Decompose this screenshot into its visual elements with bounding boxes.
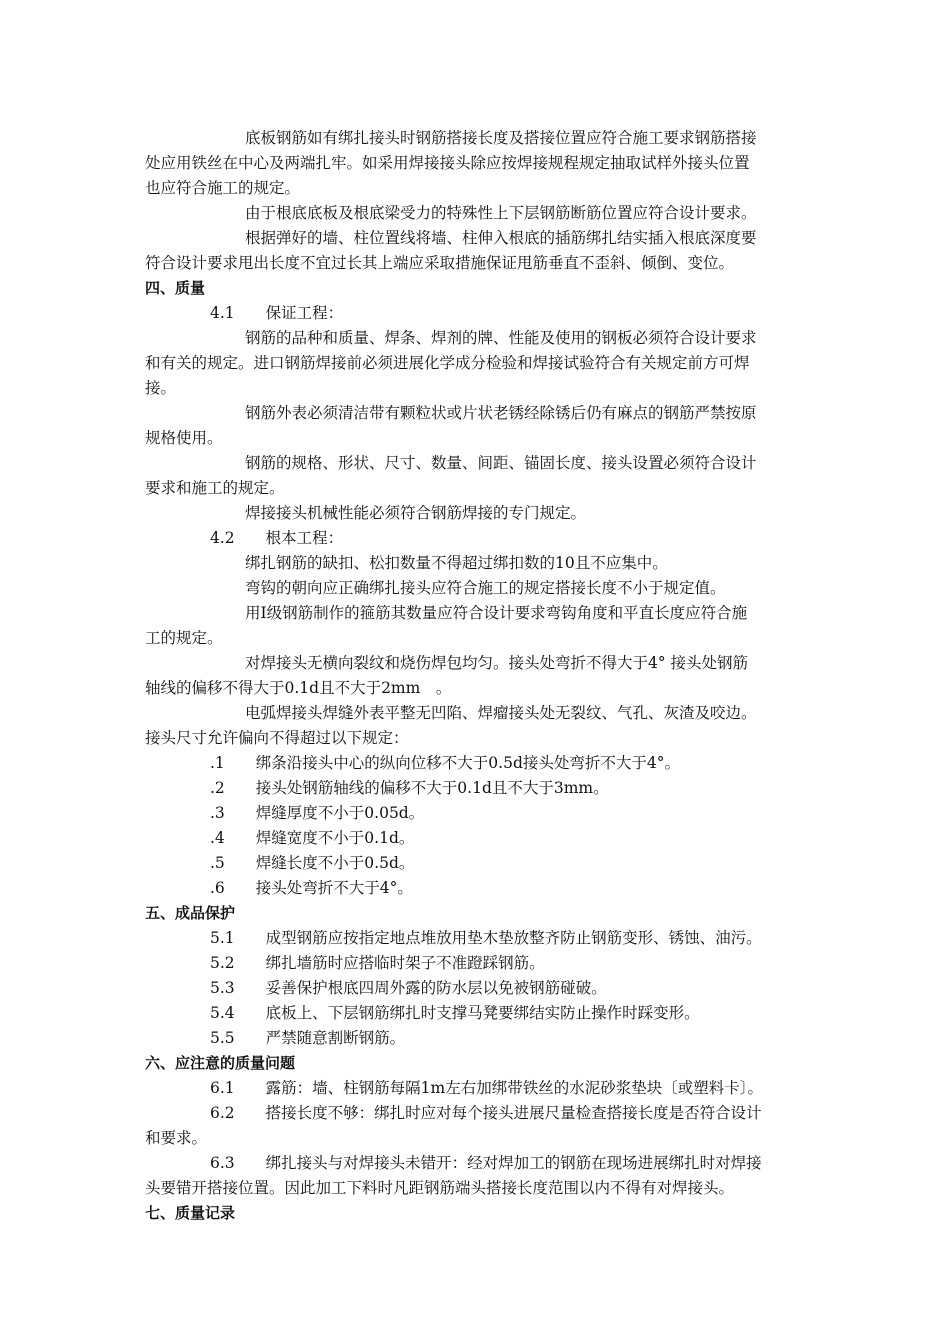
text-line: 对焊接头无横向裂纹和烧伤焊包均匀。接头处弯折不得大于4° 接头处钢筋 xyxy=(245,654,749,672)
section-heading: 五、成品保护 xyxy=(145,904,236,922)
list-item: .1 绑条沿接头中心的纵向位移不大于0.5d接头处弯折不大于4°。 xyxy=(210,754,680,772)
list-item: 5.2 绑扎墙筋时应搭临时架子不准蹬踩钢筋。 xyxy=(210,954,545,972)
list-item: .5 焊缝长度不小于0.5d。 xyxy=(210,854,415,872)
section-heading: 七、质量记录 xyxy=(145,1204,236,1222)
list-item: 6.2 搭接长度不够：绑扎时应对每个接头进展尺量检查搭接长度是否符合设计 xyxy=(210,1104,762,1122)
list-item: 6.1 露筋：墙、柱钢筋每隔1m左右加绑带铁丝的水泥砂浆垫块〔或塑料卡〕。 xyxy=(210,1079,763,1097)
text-line: 钢筋的品种和质量、焊条、焊剂的牌、性能及使用的钢板必须符合设计要求 xyxy=(245,329,757,347)
text-line: 符合设计要求甩出长度不宜过长其上端应采取措施保证甩筋垂直不歪斜、倾倒、变位。 xyxy=(145,254,735,272)
list-item: 5.4 底板上、下层钢筋绑扎时支撑马凳要绑结实防止操作时踩变形。 xyxy=(210,1004,700,1022)
text-line: 工的规定。 xyxy=(145,629,223,647)
text-line: 底板钢筋如有绑扎接头时钢筋搭接长度及搭接位置应符合施工要求钢筋搭接 xyxy=(245,129,757,147)
text-line: 由于根底底板及根底梁受力的特殊性上下层钢筋断筋位置应符合设计要求。 xyxy=(245,204,757,222)
text-line: 处应用铁丝在中心及两端扎牢。如采用焊接接头除应按焊接规程规定抽取试样外接头位置 xyxy=(145,154,750,172)
text-line: 和要求。 xyxy=(145,1129,208,1147)
list-item: .6 接头处弯折不大于4°。 xyxy=(210,879,413,897)
text-line: 接头尺寸允许偏向不得超过以下规定： xyxy=(145,729,409,747)
text-line: 轴线的偏移不得大于0.1d且不大于2mm 。 xyxy=(145,679,452,697)
text-line: 根据弹好的墙、柱位置线将墙、柱伸入根底的插筋绑扎结实插入根底深度要 xyxy=(245,229,757,247)
text-line: 和有关的规定。进口钢筋焊接前必须进展化学成分检验和焊接试验符合有关规定前方可焊 xyxy=(145,354,750,372)
text-line: 用Ⅰ级钢筋制作的箍筋其数量应符合设计要求弯钩角度和平直长度应符合施 xyxy=(245,604,748,622)
section-heading: 四、质量 xyxy=(145,279,206,297)
text-line: 头要错开搭接位置。因此加工下料时凡距钢筋端头搭接长度范围以内不得有对焊接头。 xyxy=(145,1179,735,1197)
list-item: 5.5 严禁随意割断钢筋。 xyxy=(210,1029,406,1047)
text-line: 电弧焊接头焊缝外表平整无凹陷、焊瘤接头处无裂纹、气孔、灰渣及咬边。 xyxy=(245,704,757,722)
text-line: 规格使用。 xyxy=(145,429,223,447)
text-line: 接。 xyxy=(145,379,177,397)
list-item: 5.3 妥善保护根底四周外露的防水层以免被钢筋碰破。 xyxy=(210,979,607,997)
text-line: 要求和施工的规定。 xyxy=(145,479,285,497)
text-line: 绑扎钢筋的缺扣、松扣数量不得超过绑扣数的10且不应集中。 xyxy=(245,554,668,572)
text-line: 焊接接头机械性能必须符合钢筋焊接的专门规定。 xyxy=(245,504,587,522)
list-item: 6.3 绑扎接头与对焊接头未错开：经对焊加工的钢筋在现场进展绑扎时对焊接 xyxy=(210,1154,762,1172)
list-item: .3 焊缝厚度不小于0.05d。 xyxy=(210,804,425,822)
text-line: 钢筋的规格、形状、尺寸、数量、间距、锚固长度、接头设置必须符合设计 xyxy=(245,454,757,472)
list-item: 5.1 成型钢筋应按指定地点堆放用垫木垫放整齐防止钢筋变形、锈蚀、油污。 xyxy=(210,929,762,947)
text-line: 也应符合施工的规定。 xyxy=(145,179,301,197)
subsection-heading: 4.2 根本工程： xyxy=(210,529,344,547)
text-line: 钢筋外表必须清洁带有颗粒状或片状老锈经除锈后仍有麻点的钢筋严禁按原 xyxy=(245,404,757,422)
section-heading: 六、应注意的质量问题 xyxy=(145,1054,296,1072)
text-line: 弯钩的朝向应正确绑扎接头应符合施工的规定搭接长度不小于规定值。 xyxy=(245,579,726,597)
subsection-heading: 4.1 保证工程： xyxy=(210,304,344,322)
list-item: .4 焊缝宽度不小于0.1d。 xyxy=(210,829,415,847)
list-item: .2 接头处钢筋轴线的偏移不大于0.1d且不大于3mm。 xyxy=(210,779,609,797)
